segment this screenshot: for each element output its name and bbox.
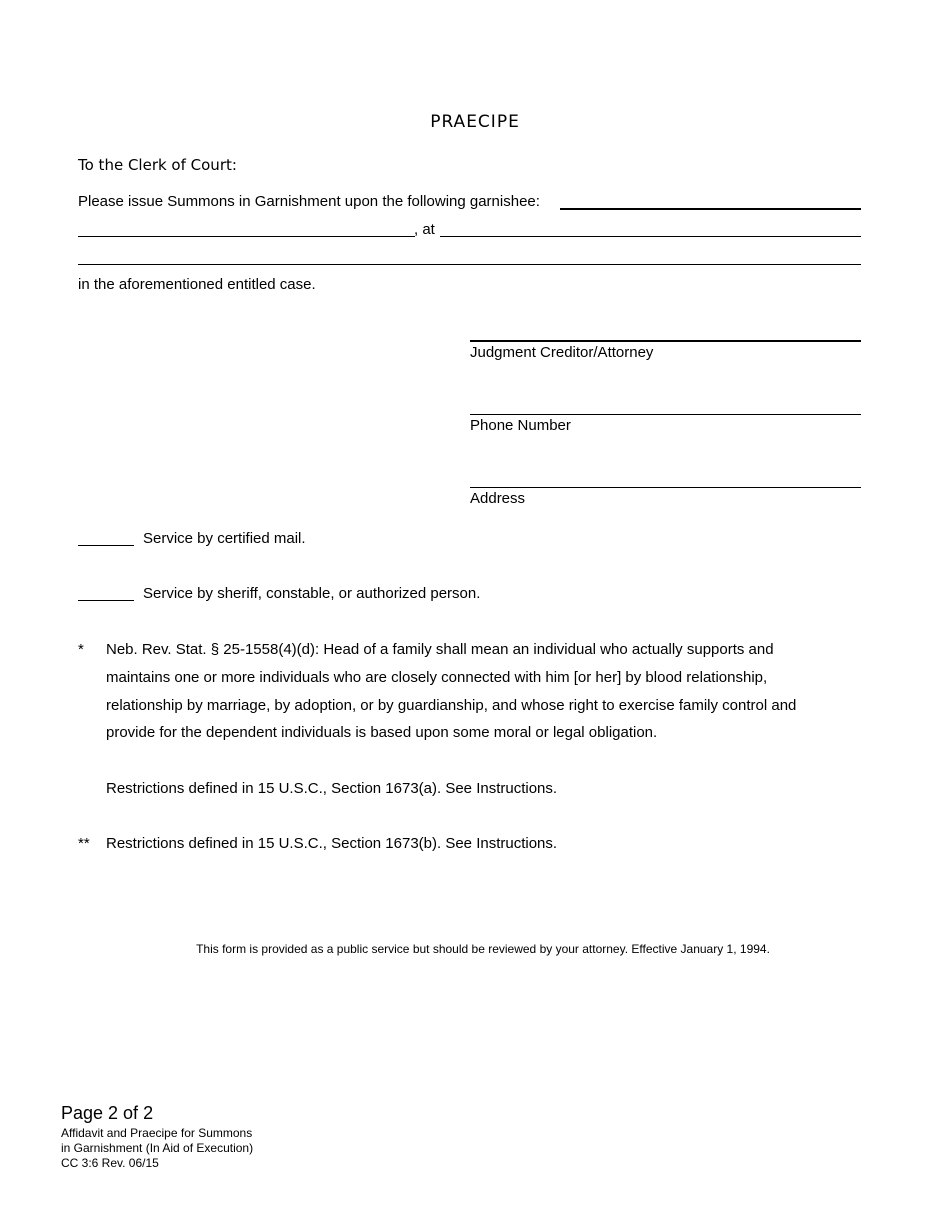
form-code: CC 3:6 Rev. 06/15: [61, 1156, 159, 1170]
restriction-a-note: Restrictions defined in 15 U.S.C., Section 1673(a). See Instructions.: [106, 780, 558, 797]
form-title-line2: in Garnishment (In Aid of Execution): [61, 1141, 254, 1155]
form-title-line1: Affidavit and Praecipe for Summons: [61, 1126, 253, 1140]
phone-label: Phone Number: [470, 417, 571, 434]
garnishee-address-line2-field[interactable]: [78, 264, 861, 265]
address-label: Address: [470, 490, 526, 507]
disclaimer: This form is provided as a public service but should be reviewed by your attorney. Effective January 1, 1994.: [196, 942, 770, 956]
garnishee-address-field[interactable]: [440, 236, 861, 237]
garnishee-prompt: Please issue Summons in Garnishment upon the following garnishee:: [78, 193, 540, 210]
address-field[interactable]: [470, 487, 861, 488]
case-text: in the aforementioned entitled case.: [78, 276, 316, 293]
certified-mail-label: Service by certified mail.: [143, 530, 306, 547]
double-asterisk-mark: **: [78, 835, 90, 852]
restriction-b-note: Restrictions defined in 15 U.S.C., Section 1673(b). See Instructions.: [106, 835, 558, 852]
at-label: , at: [414, 221, 435, 238]
phone-field[interactable]: [470, 414, 861, 415]
creditor-signature-field[interactable]: [470, 340, 861, 342]
page-number: Page 2 of 2: [61, 1103, 154, 1123]
garnishee-name-field[interactable]: [78, 236, 415, 237]
asterisk-mark: *: [78, 641, 84, 658]
sheriff-service-label: Service by sheriff, constable, or authorized person.: [143, 585, 481, 602]
creditor-label: Judgment Creditor/Attorney: [470, 344, 654, 361]
garnishee-field[interactable]: [560, 208, 861, 210]
salutation: To the Clerk of Court:: [78, 156, 237, 174]
head-of-family-note: Neb. Rev. Stat. § 25-1558(4)(d): Head of a family shall mean an individual who actually supports and maintains one or more individuals who are closely connected with him [or her] by blood relationship, relationship by marriage, by adoption, or by guardianship, and whose right to exercise family control and provide for the dependent individuals is based upon some moral or legal obligation.: [106, 641, 797, 742]
sheriff-service-checkline[interactable]: [78, 600, 134, 601]
certified-mail-checkline[interactable]: [78, 545, 134, 546]
form-title: PRAECIPE: [430, 112, 520, 132]
